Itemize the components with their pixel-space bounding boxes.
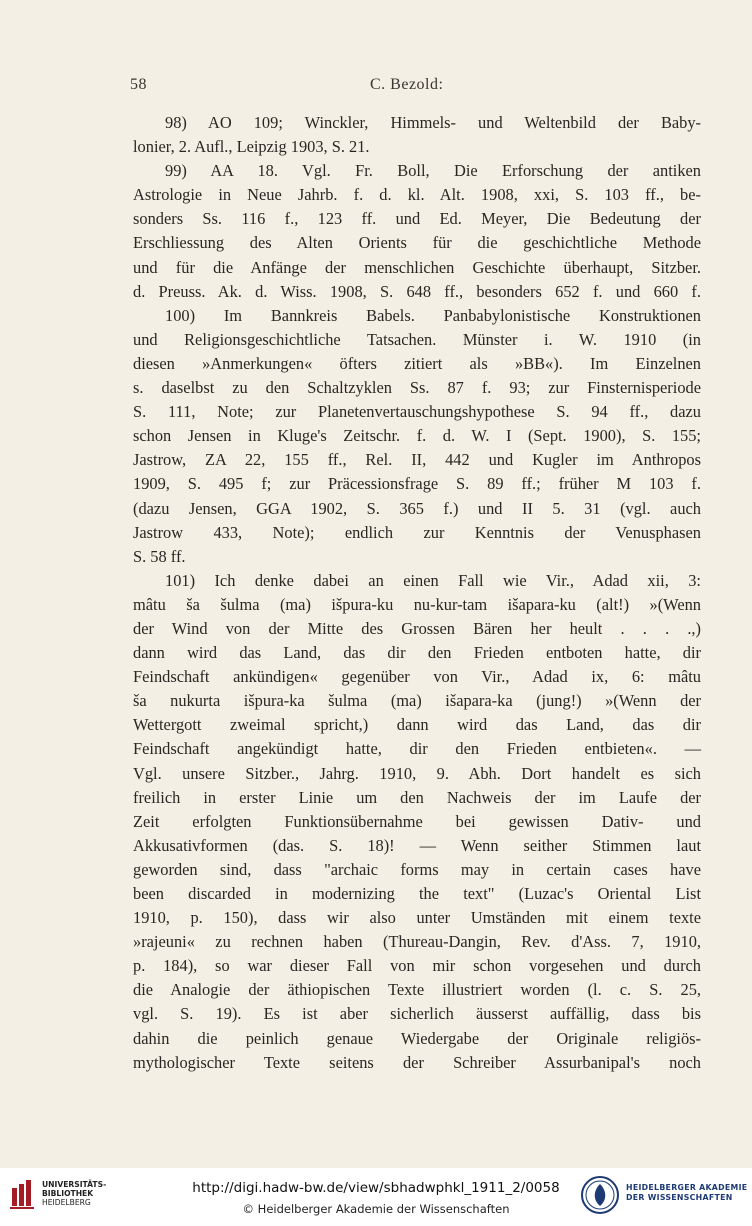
text-line: Jastrow, ZA 22, 155 ff., Rel. II, 442 und Kugler im Anthropos bbox=[133, 450, 701, 470]
academy-name: HEIDELBERGER AKADEMIE DER WISSENSCHAFTEN bbox=[626, 1183, 748, 1202]
text-line: been discarded in modernizing the text" (Luzac's Oriental List bbox=[133, 884, 701, 903]
text-line: Vgl. unsere Sitzber., Jahrg. 1910, 9. Abh. Dort handelt es sich bbox=[133, 763, 701, 783]
text-line: sonders Ss. 116 f., 123 ff. und Ed. Meyer, Die Bedeutung der bbox=[133, 209, 701, 229]
body-text bbox=[133, 111, 701, 1075]
text-line: Jastrow 433, Note); endlich zur Kenntnis der Venusphasen bbox=[133, 522, 701, 542]
text-line: vgl. S. 19). Es ist aber sicherlich äusserst auffällig, dass bis bbox=[133, 1004, 701, 1024]
copyright-notice: © Heidelberger Akademie der Wissenschaften bbox=[242, 1202, 510, 1216]
text-line: diesen »Anmerkungen« öfters zitiert als »BB«). Im Einzelnen bbox=[133, 353, 701, 373]
text-line: und Religionsgeschichtliche Tatsachen. Münster i. W. 1910 (in bbox=[133, 329, 701, 349]
text-line: Astrologie in Neue Jahrb. f. d. kl. Alt. 1908, xxi, S. 103 ff., be- bbox=[133, 185, 701, 205]
text-line: p. 184), so war dieser Fall von mir schon vorgesehen und durch bbox=[133, 956, 701, 976]
text-line: Feindschaft ankündigen« gegenüber von Vir., Adad ix, 6: mâtu bbox=[133, 667, 701, 687]
text-line: Zeit erfolgten Funktionsübernahme bei gewissen Dativ- und bbox=[133, 811, 701, 831]
text-line: schon Jensen in Kluge's Zeitschr. f. d. W. I (Sept. 1900), S. 155; bbox=[133, 426, 701, 446]
text-line: die Analogie der äthiopischen Texte illustriert worden (l. c. S. 25, bbox=[133, 980, 701, 1000]
text-line: mythologischer Texte seitens der Schreiber Assurbanipal's noch bbox=[133, 1052, 701, 1072]
text-line: freilich in erster Linie um den Nachweis der im Laufe der bbox=[133, 787, 701, 807]
note-99-line: 99) AA 18. Vgl. Fr. Boll, Die Erforschung der antiken bbox=[165, 161, 701, 181]
text-line: geworden sind, dass "archaic forms may in certain cases have bbox=[133, 859, 701, 879]
note-98-line: 98) AO 109; Winckler, Himmels- und Weltenbild der Baby- bbox=[165, 113, 701, 132]
text-line: der Wind von der Mitte des Grossen Bären her heult . . . .,) bbox=[133, 618, 701, 638]
text-line: S. 58 ff. bbox=[133, 546, 186, 566]
text-line: ša nukurta išpura-ka šulma (ma) išapara-ka (jung!) »(Wenn der bbox=[133, 691, 701, 711]
page-url-link[interactable]: http://digi.hadw-bw.de/view/sbhadwphkl_1911_2/0058 bbox=[192, 1180, 560, 1196]
page-number: 58 bbox=[130, 76, 147, 93]
text-line: S. 111, Note; zur Planetenvertauschungshypothese S. 94 ff., dazu bbox=[133, 402, 701, 422]
text-line: Erschliessung des Alten Orients für die geschichtliche Methode bbox=[133, 233, 701, 253]
text-line: dann wird das Land, das dir den Frieden entboten hatte, dir bbox=[133, 643, 701, 663]
note-100-line: 100) Im Bannkreis Babels. Panbabylonistische Konstruktionen bbox=[165, 305, 701, 325]
text-line: Wettergott zweimal spricht,) dann wird das Land, das dir bbox=[133, 715, 701, 735]
note-101-line: 101) Ich denke dabei an einen Fall wie Vir., Adad xii, 3: bbox=[165, 570, 701, 590]
text-line: s. daselbst zu den Schaltzyklen Ss. 87 f. 93; zur Finsternisperiode bbox=[133, 378, 701, 398]
university-library-name: UNIVERSITÄTS- BIBLIOTHEK HEIDELBERG bbox=[42, 1180, 107, 1207]
text-line: »rajeuni« zu rechnen haben (Thureau-Dangin, Rev. d'Ass. 7, 1910, bbox=[133, 932, 701, 952]
text-line: (dazu Jensen, GGA 1902, S. 365 f.) und II 5. 31 (vgl. auch bbox=[133, 498, 701, 518]
text-line: d. Preuss. Ak. d. Wiss. 1908, S. 648 ff., besonders 652 f. und 660 f. bbox=[133, 281, 701, 301]
text-line: 1909, S. 495 f; zur Präcessionsfrage S. 89 ff.; früher M 103 f. bbox=[133, 474, 701, 494]
footer-bar bbox=[0, 1168, 752, 1226]
running-title: C. Bezold: bbox=[370, 76, 444, 93]
text-line: mâtu ša šulma (ma) išpura-ku nu-kur-tam išapara-ku (alt!) »(Wenn bbox=[133, 594, 701, 614]
academy-seal-icon[interactable] bbox=[580, 1175, 620, 1215]
text-line: Feindschaft angekündigt hatte, dir den Frieden entbieten«. — bbox=[133, 739, 701, 759]
text-line: dahin die peinlich genaue Wiedergabe der Originale religiös- bbox=[133, 1028, 701, 1048]
text-line: und für die Anfänge der menschlichen Geschichte überhaupt, Sitzber. bbox=[133, 257, 701, 277]
text-line: Akkusativformen (das. S. 18)! — Wenn seither Stimmen laut bbox=[133, 835, 701, 855]
text-line: lonier, 2. Aufl., Leipzig 1903, S. 21. bbox=[133, 137, 370, 157]
text-line: 1910, p. 150), dass wir also unter Umständen mit einem texte bbox=[133, 908, 701, 928]
